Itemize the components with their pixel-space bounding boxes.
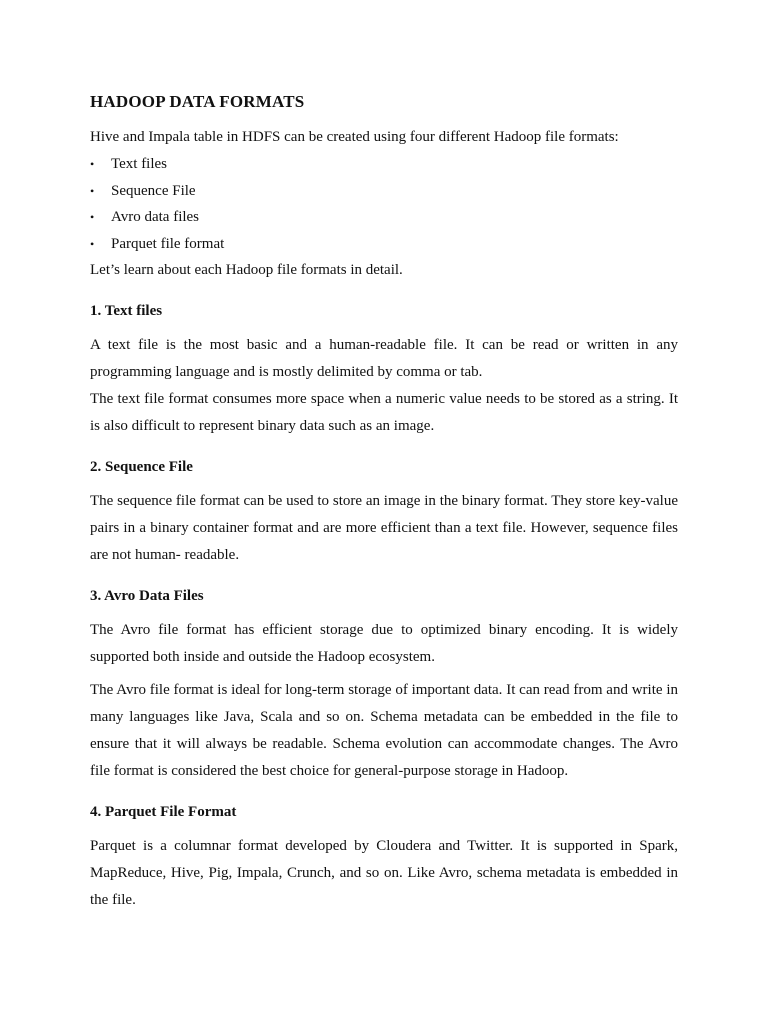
list-item-label: Sequence File (111, 182, 196, 199)
bullet-icon: • (90, 210, 95, 224)
text-files-paragraph-1: A text file is the most basic and a human-readable file. It can be read or written in any programming language and is mostly delimited by comma or tab. (90, 337, 678, 380)
bullet-icon: • (90, 183, 95, 198)
list-item (90, 151, 678, 178)
sequence-file-paragraph-1: The sequence file format can be used to store an image in the binary format. They store key-value pairs in a binary container format and are more efficient than a text file. However, sequence files are not human- readable. (90, 493, 678, 563)
section-heading-sequence-file: 2. Sequence File (90, 459, 193, 475)
list-item-label: Text files (111, 156, 168, 172)
list-item (90, 204, 678, 231)
document-title: HADOOP DATA FORMATS (90, 92, 305, 111)
parquet-paragraph-1: Parquet is a columnar format developed by Cloudera and Twitter. It is supported in Spark, MapReduce, Hive, Pig, Impala, Crunch, and so on. Like Avro, schema metadata is embedded in the file. (90, 838, 678, 908)
text-files-paragraph-2: The text file format consumes more space when a numeric value needs to be stored as a string. It is also difficult to represent binary data such as an image. (90, 391, 678, 434)
section-heading-text-files: 1. Text files (90, 303, 163, 319)
avro-paragraph-2: The Avro file format is ideal for long-term storage of important data. It can read from and write in many languages like Java, Scala and so on. Schema metadata can be embedded in the file to ensure that it will always be readable. Schema evolution can accommodate changes. The Avro file format is considered the best choice for general-purpose storage in Hadoop. (90, 682, 678, 779)
list-item-label: Avro data files (111, 209, 200, 225)
section-heading-avro: 3. Avro Data Files (90, 588, 204, 604)
list-item-label: Parquet file format (111, 235, 225, 252)
list-item (90, 231, 678, 258)
formats-list (90, 151, 678, 257)
bullet-icon: • (90, 157, 95, 171)
section-heading-parquet: 4. Parquet File Format (90, 804, 237, 820)
list-item (90, 178, 678, 205)
avro-paragraph-1: The Avro file format has efficient storage due to optimized binary encoding. It is widely supported both inside and outside the Hadoop ecosystem. (90, 622, 678, 665)
intro-paragraph: Hive and Impala table in HDFS can be created using four different Hadoop file formats: (90, 129, 619, 145)
outro-paragraph: Let’s learn about each Hadoop file formats in detail. (90, 262, 403, 278)
bullet-icon: • (90, 236, 95, 251)
